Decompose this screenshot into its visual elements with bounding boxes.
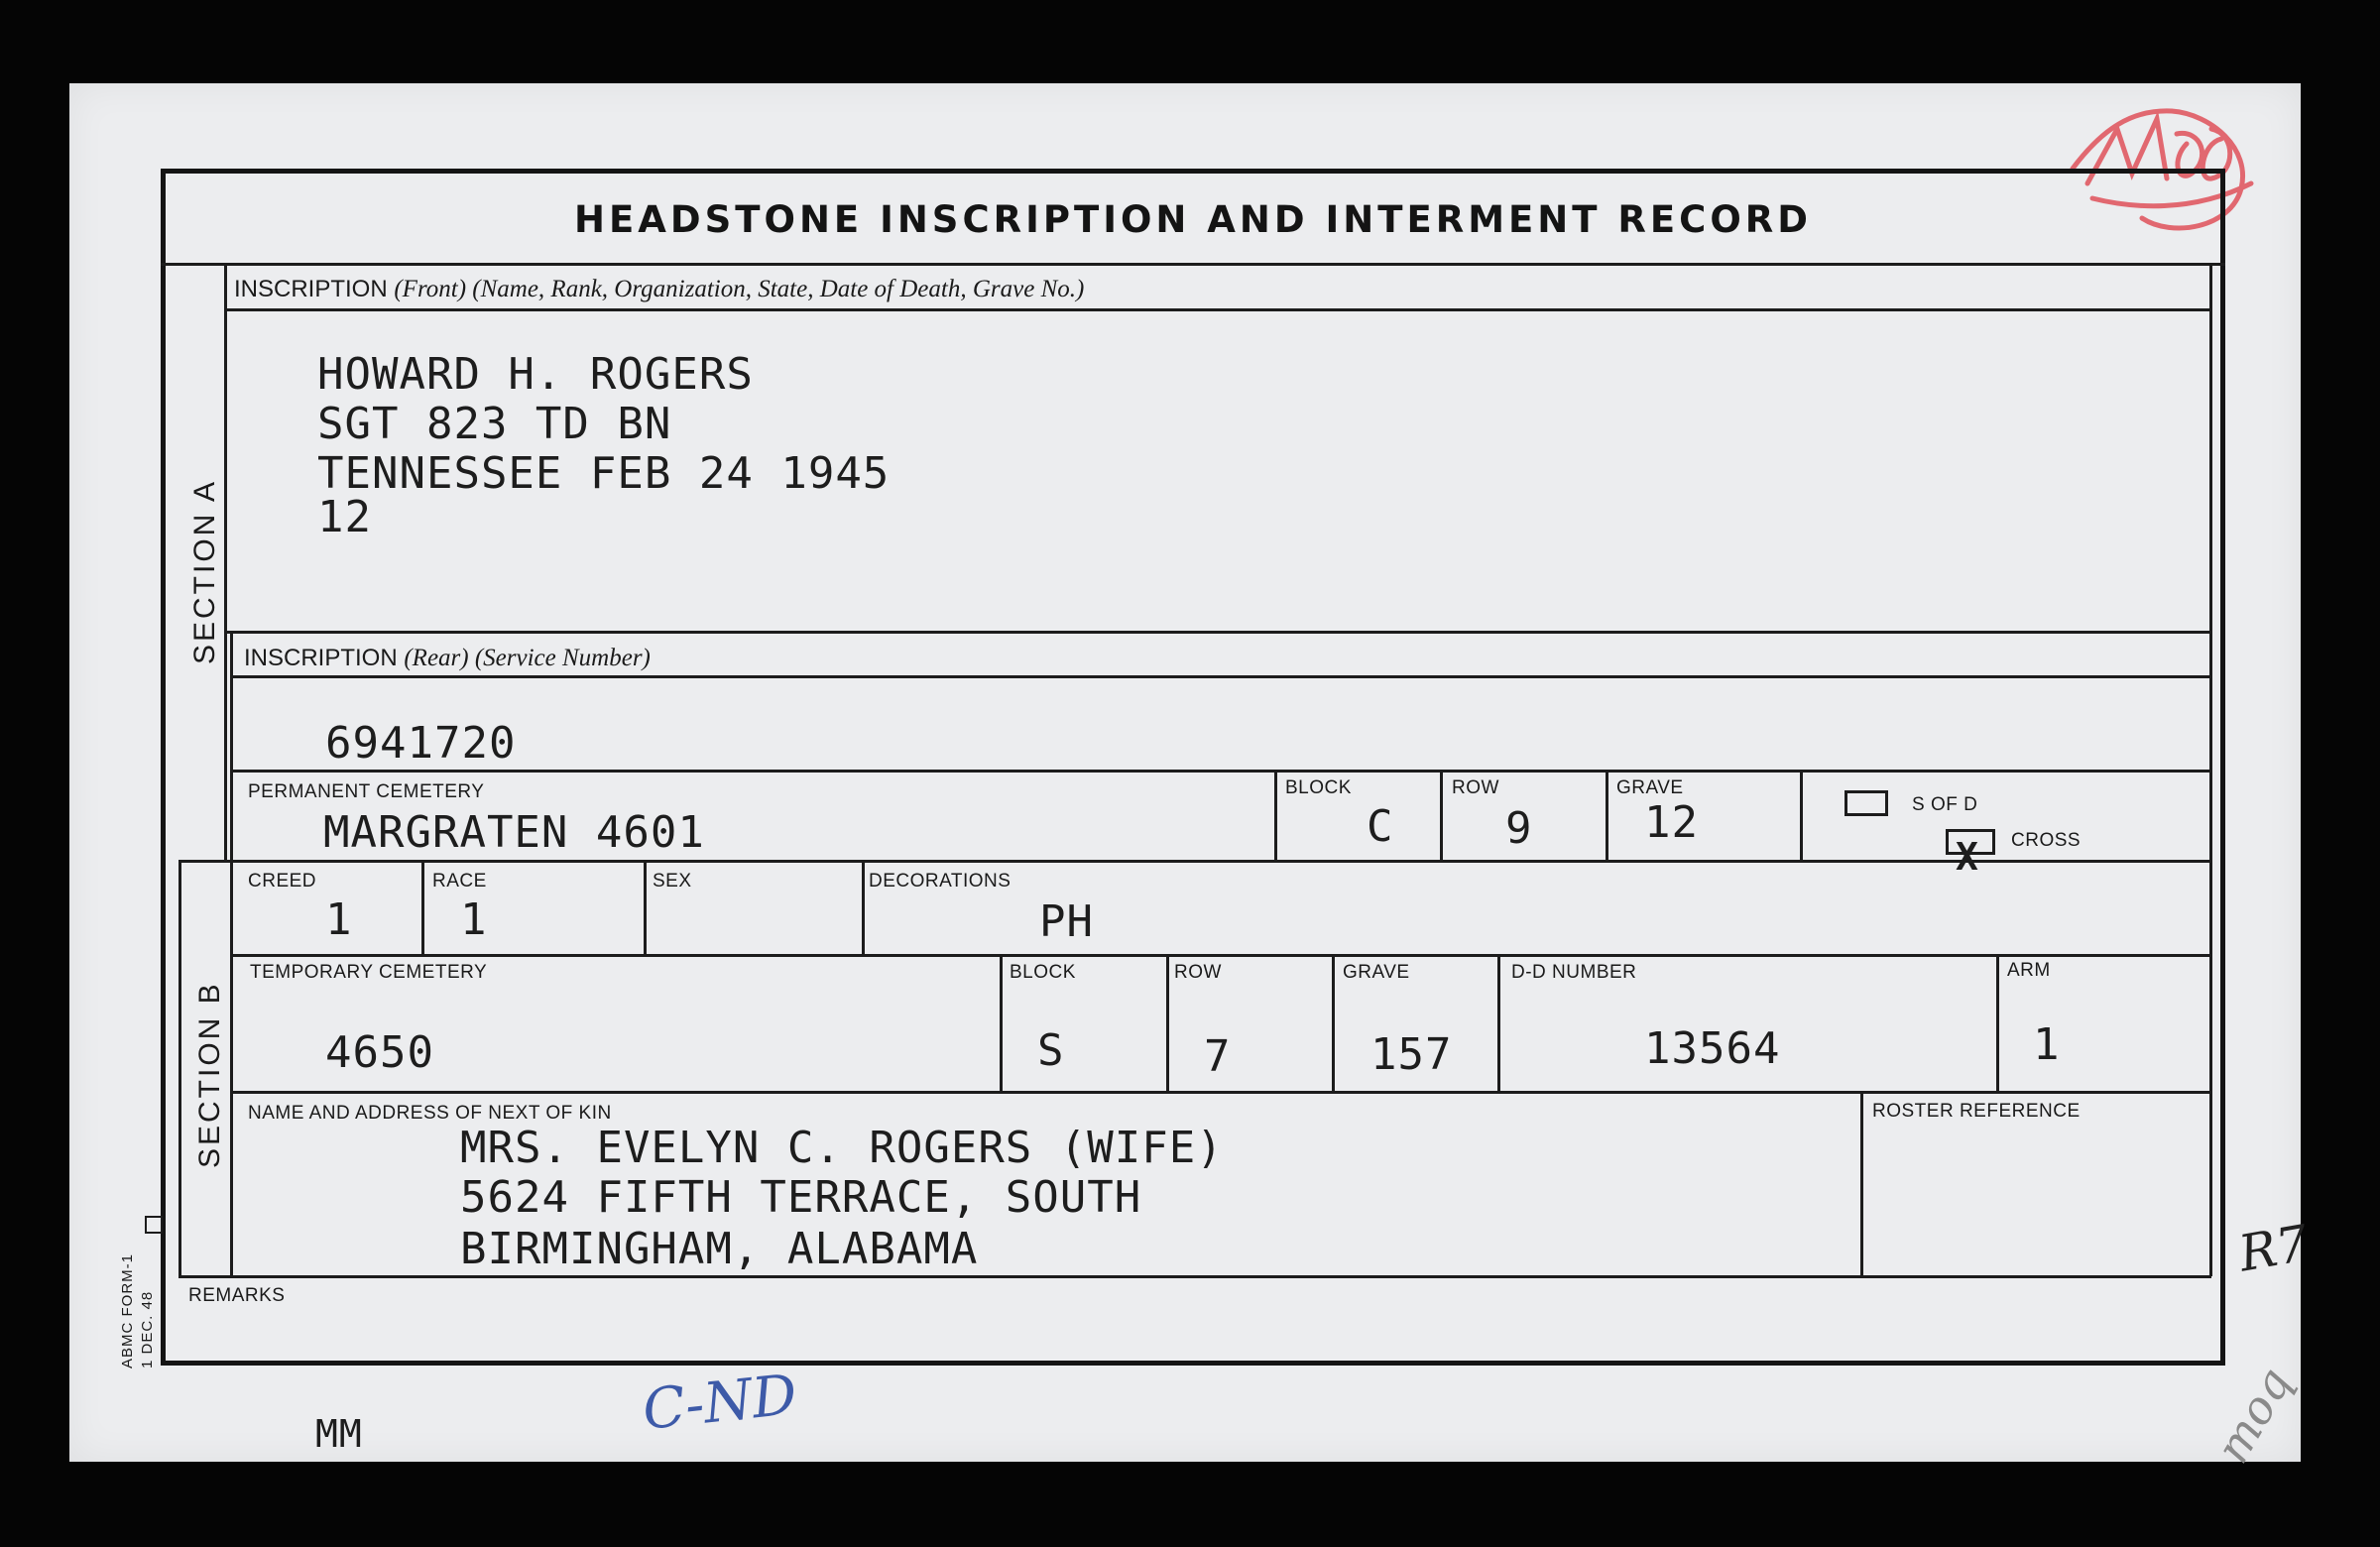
rule — [230, 770, 2211, 773]
permanent-cemetery-label: PERMANENT CEMETERY — [248, 781, 485, 802]
rule — [230, 954, 2211, 957]
rule — [224, 631, 2211, 634]
permanent-cemetery-value: MARGRATEN 4601 — [323, 807, 705, 858]
rule — [1996, 954, 1999, 1093]
blue-handwritten-note: C-ND — [640, 1363, 800, 1443]
temporary-cemetery-label: TEMPORARY CEMETERY — [250, 962, 488, 983]
rule — [224, 263, 227, 863]
service-number: 6941720 — [325, 718, 517, 769]
corner-pencil-note: moq — [2204, 1358, 2302, 1473]
inscription-front-line-2: SGT 823 TD BN — [317, 399, 672, 449]
permanent-block-value: C — [1367, 801, 1394, 852]
sex-label: SEX — [653, 871, 692, 892]
rule — [2209, 263, 2212, 1276]
decorations-label: DECORATIONS — [869, 871, 1012, 892]
rule — [1606, 770, 1608, 863]
permanent-grave-label: GRAVE — [1616, 777, 1684, 798]
inscription-front-line-1: HOWARD H. ROGERS — [317, 349, 754, 400]
rule — [224, 308, 2211, 311]
permanent-row-label: ROW — [1452, 777, 1499, 798]
rule — [1274, 770, 1277, 863]
temporary-block-value: S — [1037, 1025, 1065, 1076]
creed-label: CREED — [248, 871, 317, 892]
rule — [1440, 770, 1443, 863]
cross-label: CROSS — [2011, 830, 2082, 851]
form-title: HEADSTONE INSCRIPTION AND INTERMENT RECORD — [574, 198, 1812, 241]
rule — [1166, 954, 1169, 1093]
margin-handwritten-note: R7 — [2234, 1214, 2313, 1283]
inscription-front-line-3: TENNESSEE FEB 24 1945 — [317, 448, 891, 499]
temporary-grave-label: GRAVE — [1343, 962, 1410, 983]
race-label: RACE — [432, 871, 487, 892]
next-of-kin-line-2: 5624 FIFTH TERRACE, SOUTH — [460, 1172, 1142, 1223]
rule — [230, 631, 233, 1275]
form-date: 1 DEC. 48 — [139, 1290, 156, 1368]
arm-value: 1 — [2033, 1019, 2061, 1070]
rule — [230, 675, 2211, 678]
rule — [1860, 1091, 1863, 1277]
temporary-row-value: 7 — [1204, 1031, 1232, 1082]
rule — [178, 1275, 2211, 1278]
race-value: 1 — [460, 894, 488, 945]
permanent-block-label: BLOCK — [1285, 777, 1352, 798]
rule — [644, 860, 647, 956]
rule — [1497, 954, 1500, 1093]
inscription-rear-label: INSCRIPTION (Rear) (Service Number) — [244, 645, 651, 671]
rule — [178, 860, 2211, 863]
permanent-grave-value: 12 — [1644, 797, 1699, 848]
sofd-checkbox — [1844, 790, 1888, 816]
inscription-front-line-4: 12 — [317, 492, 372, 542]
rule — [421, 860, 424, 956]
rule — [161, 263, 2225, 266]
rule — [178, 860, 181, 1276]
temporary-row-label: ROW — [1174, 962, 1222, 983]
dd-number-label: D-D NUMBER — [1511, 962, 1637, 983]
section-b-label: SECTION B — [193, 981, 226, 1168]
permanent-row-value: 9 — [1505, 803, 1533, 854]
rule — [230, 1091, 2211, 1094]
decorations-value: PH — [1039, 896, 1094, 947]
rule — [1332, 954, 1335, 1093]
temporary-grave-value: 157 — [1370, 1029, 1453, 1080]
next-of-kin-label: NAME AND ADDRESS OF NEXT OF KIN — [248, 1103, 612, 1124]
form-checkbox — [145, 1216, 163, 1234]
inscription-front-label: INSCRIPTION (Front) (Name, Rank, Organization, State, Date of Death, Grave No.) — [234, 276, 1085, 302]
roster-reference-label: ROSTER REFERENCE — [1872, 1101, 2081, 1122]
form-id: ABMC FORM-1 — [119, 1253, 136, 1368]
initials-stamp: MM — [315, 1412, 363, 1456]
creed-value: 1 — [325, 894, 353, 945]
rule — [1800, 770, 1803, 863]
arm-label: ARM — [2007, 960, 2051, 981]
rule — [862, 860, 865, 956]
next-of-kin-line-1: MRS. EVELYN C. ROGERS (WIFE) — [460, 1123, 1224, 1173]
temporary-cemetery-value: 4650 — [325, 1027, 434, 1078]
rule — [1000, 954, 1003, 1093]
next-of-kin-line-3: BIRMINGHAM, ALABAMA — [460, 1224, 979, 1274]
temporary-block-label: BLOCK — [1010, 962, 1076, 983]
sofd-label: S OF D — [1912, 794, 1978, 815]
dd-number-value: 13564 — [1644, 1023, 1781, 1074]
cross-mark: X — [1956, 835, 1979, 879]
section-a-label: SECTION A — [188, 478, 221, 664]
remarks-label: REMARKS — [188, 1285, 286, 1306]
